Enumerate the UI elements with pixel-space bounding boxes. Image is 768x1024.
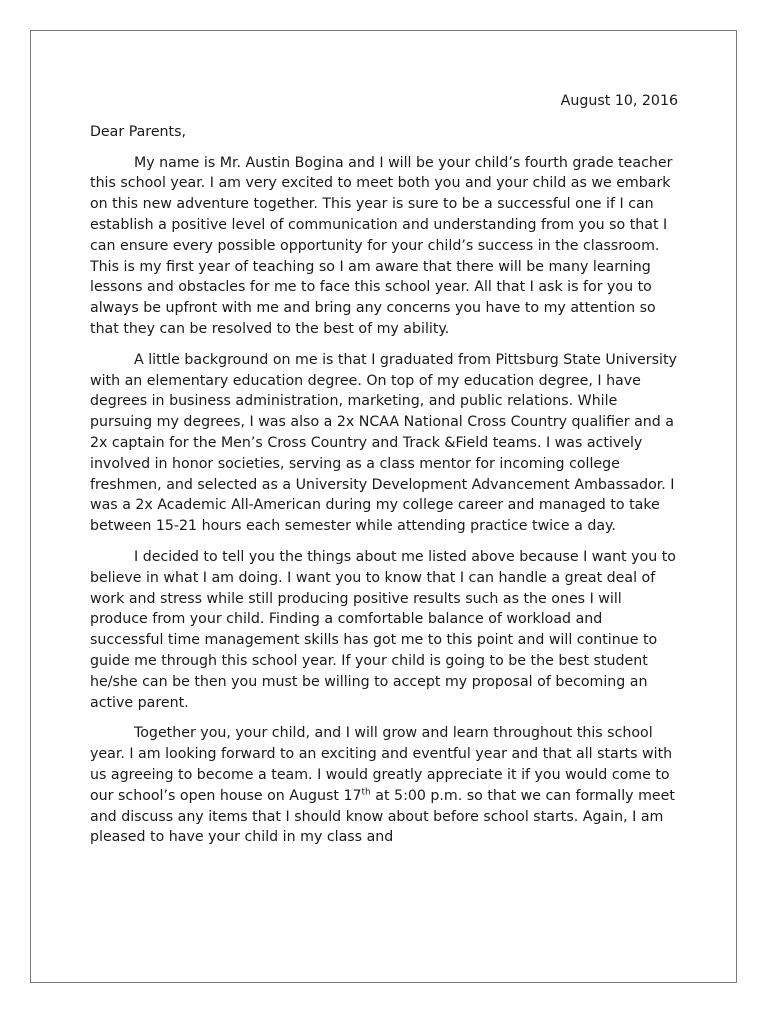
paragraph-4 xyxy=(90,723,680,848)
letter-body xyxy=(90,91,680,848)
document-page xyxy=(30,30,737,983)
paragraph-1: My name is Mr. Austin Bogina and I will be your child’s fourth grade teacher this school year. I am very excited to meet both you and your child as we embark on this new adventure together. This year is sure to be a successful one if I can establish a positive level of communication and understanding from you so that I can ensure every possible opportunity for your child’s success in the classroom. This is my first year of teaching so I am aware that there will be many learning lessons and obstacles for me to face this school year. All that I ask is for you to always be upfront with me and bring any concerns you have to my attention so that they can be resolved to the best of my ability. xyxy=(90,154,673,337)
paragraph-4-before: Together you, your child, and I will grow and learn throughout this school year. I am looking forward to an exciting and eventful year and that all starts with us agreeing to become a team. I would greatly appreciate it if you would come to our school’s open house on August 17 xyxy=(90,725,673,804)
letter-date: August 10, 2016 xyxy=(560,93,678,109)
paragraph-3: I decided to tell you the things about me listed above because I want you to believe in what I am doing. I want you to know that I can handle a great deal of work and stress while still producing positive results such as the ones I will produce from your child. Finding a comfortable balance of workload and successful time management skills has got me to this point and will continue to guide me through this school year. If your child is going to be the best student he/she can be then you must be willing to accept my proposal of becoming an active parent. xyxy=(90,548,676,711)
ordinal-suffix: th xyxy=(361,786,371,797)
salutation: Dear Parents, xyxy=(90,123,187,140)
paragraph-4-after: at 5:00 p.m. so that we can formally meet and discuss any items that I should know about before school starts. Again, I am pleased to have your child in my class and xyxy=(90,787,675,846)
paragraph-2: A little background on me is that I graduated from Pittsburg State University with an elementary education degree. On top of my education degree, I have degrees in business administration, marketing, and public relations. While pursuing my degrees, I was also a 2x NCAA National Cross Country qualifier and a 2x captain for the Men’s Cross Country and Track &Field teams. I was actively involved in honor societies, serving as a class mentor for incoming college freshmen, and selected as a University Development Advancement Ambassador. I was a 2x Academic All-American during my college career and managed to take between 15-21 hours each semester while attending practice twice a day. xyxy=(90,351,677,535)
